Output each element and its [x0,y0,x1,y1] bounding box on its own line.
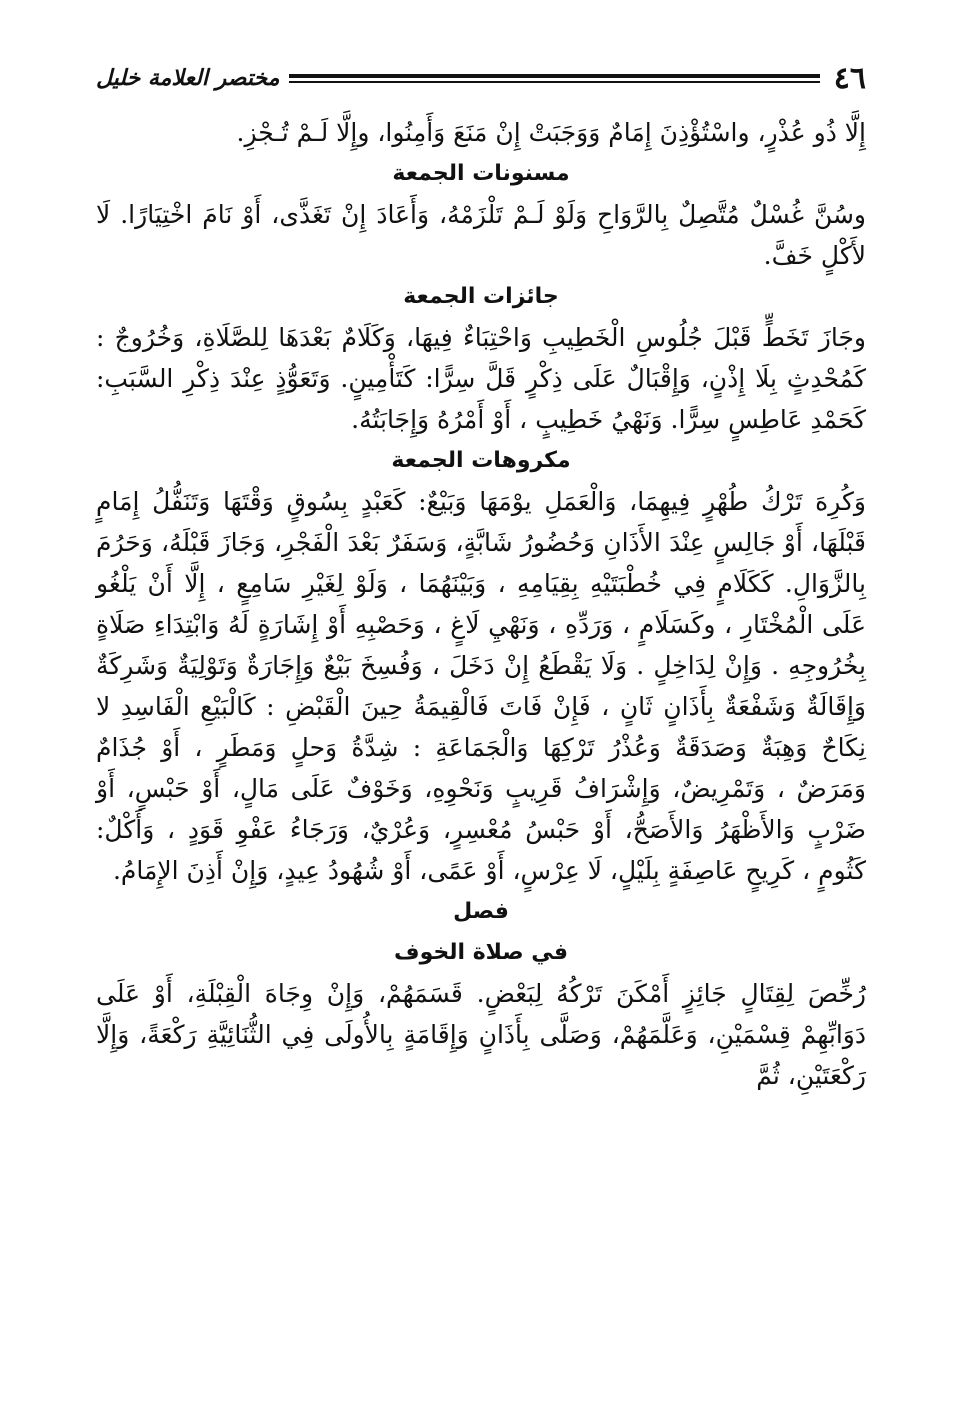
page-body [96,112,866,1096]
section-heading-masnunat: مسنونات الجمعة [392,161,570,186]
header-rule-thick [289,74,819,78]
book-title: مختصر العلامة خليل [96,65,280,91]
paragraph-4: وَكُرِهَ تَرْكُ طُهْرٍ فِيهِمَا، وَالْعَمَلِ يوْمَهَا وَبَيْعٌ: كَعَبْدٍ بِسُوقٍ وَقْتَهَا وَتَنَفُّلُ إِمَامٍ قَبْلَهَا، أَوْ جَالِسٍ عِنْدَ الأَذَانِ وَحُضُورُ شَابَّةٍ، وَسَفَرٌ بَعْدَ الْفَجْرِ، وَجَازَ قَبْلَهُ، وَحَرُمَ بِالزَّوَالِ. كَكَلَامٍ فِي خُطْبَتَيْهِ بِقِيَامِهِ ، وَبَيْنَهُمَا ، وَلَوْ لِغَيْرِ سَامِعٍ ، إِلَّا أَنْ يَلْغُو عَلَى الْمُخْتَارِ ، وكَسَلَامٍ ، وَرَدِّهِ ، وَنَهْيِ لَاغٍ ، وَحَصْبِهِ أَوْ إِشَارَةٍ لَهُ وَابْتِدَاءِ صَلَاةٍ بِخُرُوجِهِ . وَإِنْ لِدَاخِلٍ . وَلَا يَقْطَعُ إِنْ دَخَلَ ، وَفُسِخَ بَيْعٌ وَإِجَارَةٌ وَتَوْلِيَةٌ وَشَرِكَةٌ وَإِقَالَةٌ وَشَفْعَةٌ بِأَذَانٍ ثَانٍ ، فَإِنْ فَاتَ فَالْقِيمَةُ حِينَ الْقَبْضِ : كَالْبَيْعِ الْفَاسِدِ لا نِكَاحٌ وَهِبَةٌ وَصَدَقَةٌ وَعُذْرُ تَرْكِهَا وَالْجَمَاعَةِ : شِدَّةُ وَحلٍ وَمَطَرٍ ، أَوْ جُذَامٌ وَمَرَضٌ ، وَتَمْرِيضٌ، وَإِشْرَافُ قَرِيبٍ وَنَحْوِهِ، وَخَوْفٌ عَلَى مَالٍ، أَوْ حَبْسٍ، أَوْ ضَرْبٍ وَالأَظْهَرُ وَالأَصَحُّ، أَوْ حَبْسُ مُعْسِرٍ، وَعُرْيٌ، وَرَجَاءُ عَفْوِ قَوَدٍ ، وَأَكْلٌ: كَثُومٍ ، كَرِيحٍ عَاصِفَةٍ بِلَيْلٍ، لَا عِرْسٍ، أَوْ عَمًى، أَوْ شُهُودُ عِيدٍ، وَإِنْ أَذِنَ الإِمَامُ. [96,487,866,885]
page-header [96,58,866,98]
paragraph-3: وجَازَ تَخَطٍّ قَبْلَ جُلُوسِ الْخَطِيبِ وَاحْتِبَاءٌ فِيهَا، وَكَلَامٌ بَعْدَهَا لِلصَّلَاةِ، وَخُرُوجٌ : كَمُحْدِثٍ بِلَا إِذْنٍ، وَإِقْبَالٌ عَلَى ذِكْرٍ قَلَّ سِرًّا: كَتَأْمِينٍ. وَتَعَوُّذٍ عِنْدَ ذِكْرِ السَّبَبِ: كَحَمْدِ عَاطِسٍ سِرًّا. وَنَهْيُ خَطِيبٍ ، أَوْ أَمْرُهُ وَإِجَابَتُهُ. [96,323,866,434]
paragraph-1: إِلَّا ذُو عُذْرٍ، واسْتُؤْذِنَ إِمَامٌ وَوَجَبَتْ إِنْ مَنَعَ وَأَمِنُوا، وإِلَّا لَـمْ تُـجْزِ. [236,118,866,147]
paragraph-5: رُخِّصَ لِقِتَالٍ جَائِزٍ أَمْكَنَ تَرْكُهُ لِبَعْضٍ. قَسَمَهُمْ، وَإِنْ وِجَاهَ الْقِبْلَةِ، أَوْ عَلَى دَوَابِّهِمْ قِسْمَيْنِ، وَعَلَّمَهُمْ، وَصَلَّى بِأَذَانٍ وَإِقَامَةٍ بِالأُولَى فِي الثُّنَائِيَّةِ رَكْعَةً، وَإِلَّا رَكْعَتَيْنِ، ثُمَّ [96,979,866,1090]
header-rule-thin [289,81,819,83]
chapter-subheading-khawf: في صلاة الخوف [394,940,568,965]
section-heading-makruhat: مكروهات الجمعة [391,448,571,473]
section-heading-jaizat: جائزات الجمعة [403,284,559,309]
chapter-heading-fasl: فصل [453,899,509,924]
paragraph-2: وسُنَّ غُسْلٌ مُتَّصِلٌ بِالرَّوَاحِ وَلَوْ لَـمْ تَلْزَمْهُ، وَأَعَادَ إِنْ تَغَذَّى، أَوْ نَامَ اخْتِيَارًا. لَا لأَكْلٍ خَفَّ. [96,200,866,270]
header-rule [289,74,819,83]
page-number: ٤٦ [833,60,866,96]
